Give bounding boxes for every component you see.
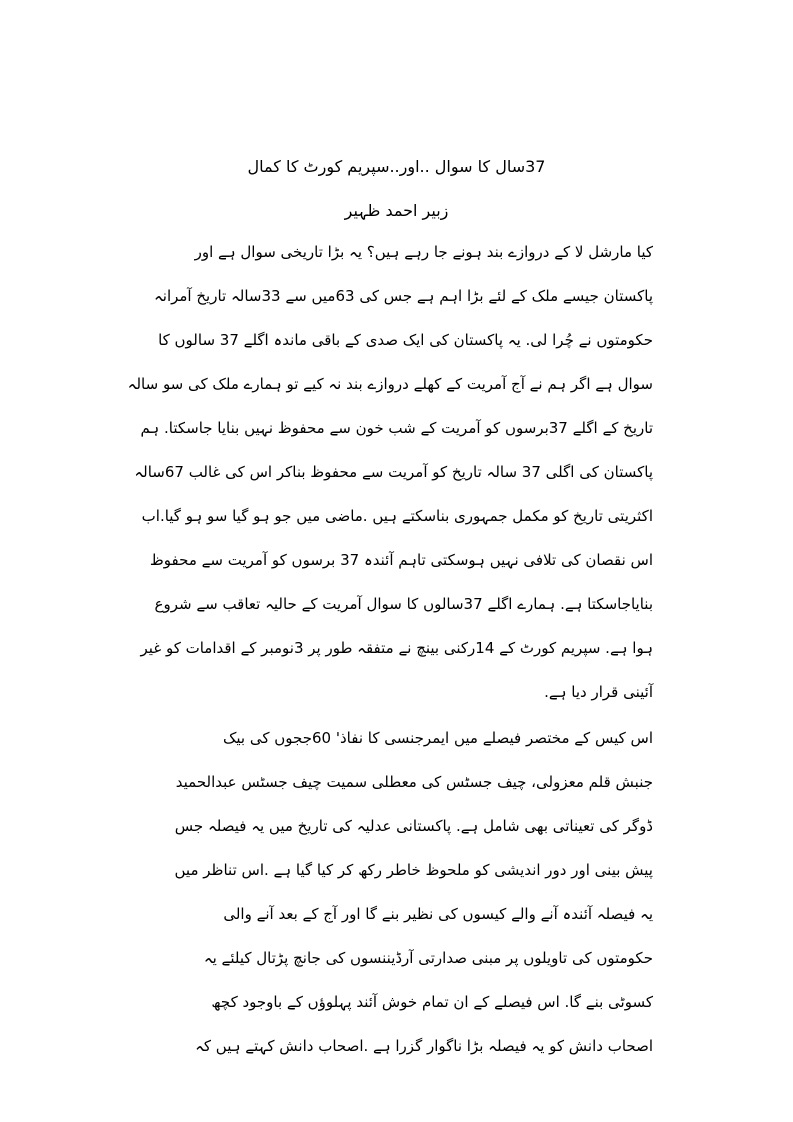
body-line: یہ فیصلہ آئندہ آنے والے کیسوں کی نظیر بنے گا اور آج کے بعد آنے والی — [223, 905, 653, 923]
body-line: کیا مارشل لا کے دروازے بند ہونے جا رہے ہیں؟ یہ بڑا تاریخی سوال ہے اور — [194, 243, 653, 261]
body-line: اصحاب دانش کو یہ فیصلہ بڑا ناگوار گزرا ہے .اصحاب دانش کہتے ہیں کہ — [195, 1037, 653, 1055]
body-line: پیش بینی اور دور اندیشی کو ملحوظ خاطر رکھ کر کیا گیا ہے .اس تناظر میں — [174, 861, 653, 879]
body-line: اس کیس کے مختصر فیصلے میں ایمرجنسی کا نفاذ' 60ججوں کی بیک — [222, 729, 653, 747]
body-line: کسوٹی بنے گا. اس فیصلے کے ان تمام خوش آئند پہلوؤں کے باوجود کچھ — [211, 993, 653, 1011]
body-line: سوال ہے اگر ہم نے آج آمریت کے کھلے دروازے بند نہ کیے تو ہمارے ملک کی سو سالہ — [127, 375, 653, 393]
body-line: پاکستان کی اگلی 37 سالہ تاریخ کو آمریت سے محفوظ بناکر اس کی غالب 67سالہ — [134, 463, 653, 481]
body-line: تاریخ کے اگلے 37برسوں کو آمریت کے شب خون سے محفوظ نہیں بنایا جاسکتا. ہم — [140, 419, 653, 437]
body-line: ہوا ہے. سپریم کورٹ کے 14رکنی بینچ نے متفقہ طور پر 3نومبر کے اقدامات کو غیر — [140, 639, 653, 657]
article-author: زبیر احمد ظہیر — [344, 201, 449, 220]
body-line: اس نقصان کی تلافی نہیں ہوسکتی تاہم آئندہ 37 برسوں کو آمریت سے محفوظ — [149, 551, 653, 569]
article-title: 37سال کا سوال ..اور..سپریم کورٹ کا کمال — [247, 157, 546, 176]
body-line: بنایاجاسکتا ہے. ہمارے اگلے 37سالوں کا سوال آمریت کے حالیہ تعاقب سے شروع — [154, 595, 653, 613]
body-line: اکثریتی تاریخ کو مکمل جمہوری بناسکتے ہیں .ماضی میں جو ہو گیا سو ہو گیا.اب — [141, 507, 653, 525]
body-line: ڈوگر کی تعیناتی بھی شامل ہے. پاکستانی عدلیہ کی تاریخ میں یہ فیصلہ جس — [174, 817, 653, 835]
body-line: جنبش قلم معزولی، چیف جسٹس کی معطلی سمیت چیف جسٹس عبدالحمید — [175, 773, 653, 791]
body-line: آئینی قرار دیا ہے. — [544, 683, 653, 701]
body-line: حکومتوں نے چُرا لی. یہ پاکستان کی ایک صدی کے باقی ماندہ اگلے 37 سالوں کا — [158, 331, 653, 349]
body-line: حکومتوں کی تاویلوں پر مبنی صدارتی آرڈیننسوں کی جانچ پڑتال کیلئے یہ — [203, 949, 653, 967]
body-line: پاکستان جیسے ملک کے لئے بڑا اہم ہے جس کی 63میں سے 33سالہ تاریخ آمرانہ — [153, 287, 653, 305]
